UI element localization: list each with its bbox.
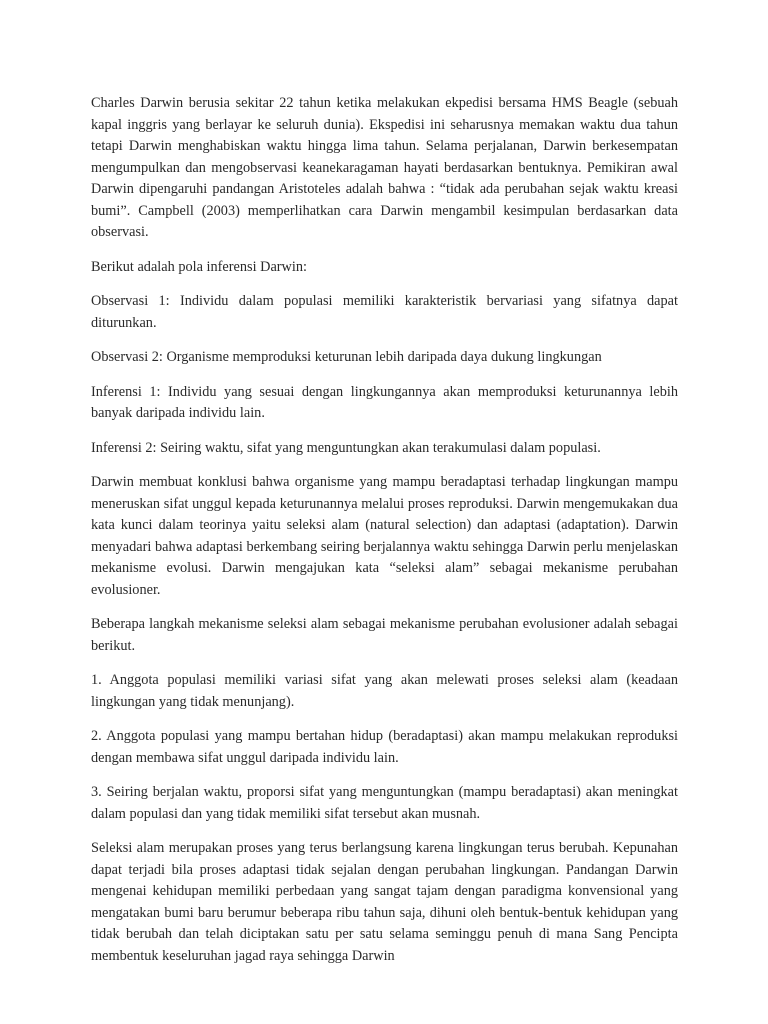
paragraph-inference-1: Inferensi 1: Individu yang sesuai dengan lingkungannya akan memproduksi keturunannya lebih banyak daripada individu lain.	[91, 383, 678, 421]
document-body	[91, 93, 678, 980]
list-item-step-2: 2. Anggota populasi yang mampu bertahan hidup (beradaptasi) akan mampu melakukan reproduksi dengan membawa sifat unggul daripada individu lain.	[91, 728, 678, 766]
paragraph-darwin-conclusion: Darwin membuat konklusi bahwa organisme yang mampu beradaptasi terhadap lingkungan mampu meneruskan sifat unggul kepada keturunannya melalui proses reproduksi. Darwin mengemukakan dua kata kunci dalam teorinya yaitu seleksi alam (natural selection) dan adaptasi (adaptation). Darwin menyadari bahwa adaptasi berkembang seiring berjalannya waktu sehingga Darwin perlu menjelaskan mekanisme evolusi. Darwin mengajukan kata “seleksi alam” sebagai mekanisme perubahan evolusioner.	[91, 474, 678, 598]
paragraph-inference-2: Inferensi 2: Seiring waktu, sifat yang menguntungkan akan terakumulasi dalam populasi.	[91, 439, 601, 456]
paragraph-natural-selection-ongoing: Seleksi alam merupakan proses yang terus berlangsung karena lingkungan terus berubah. Kepunahan dapat terjadi bila proses adaptasi tidak sejalan dengan perubahan lingkungan. Pandangan Darwin mengenai kehidupan memiliki perbedaan yang sangat tajam dengan paradigma konvensional yang mengatakan bumi baru berumur beberapa ribu tahun saja, dihuni oleh bentuk-bentuk kehidupan yang tidak berubah dan telah diciptakan satu per satu selama seminggu penuh di mana Sang Pencipta membentuk keseluruhan jagad raya sehingga Darwin	[91, 840, 678, 964]
list-item-step-1: 1. Anggota populasi memiliki variasi sifat yang akan melewati proses seleksi alam (keadaan lingkungan yang tidak menunjang).	[91, 672, 678, 710]
paragraph-observation-1: Observasi 1: Individu dalam populasi memiliki karakteristik bervariasi yang sifatnya dapat diturunkan.	[91, 293, 678, 331]
paragraph-darwin-expedition: Charles Darwin berusia sekitar 22 tahun ketika melakukan ekpedisi bersama HMS Beagle (sebuah kapal inggris yang berlayar ke seluruh dunia). Ekspedisi ini seharusnya memakan waktu dua tahun tetapi Darwin menghabiskan waktu hingga lima tahun. Selama perjalanan, Darwin berkesempatan mengumpulkan dan mengobservasi keanekaragaman hayati berdasarkan bentuknya. Pemikiran awal Darwin dipengaruhi pandangan Aristoteles adalah bahwa : “tidak ada perubahan sejak waktu kreasi bumi”. Campbell (2003) memperlihatkan cara Darwin mengambil kesimpulan berdasarkan data observasi.	[91, 95, 678, 240]
list-item-step-3: 3. Seiring berjalan waktu, proporsi sifat yang menguntungkan (mampu beradaptasi) akan meningkat dalam populasi dan yang tidak memiliki sifat tersebut akan musnah.	[91, 784, 678, 822]
paragraph-inference-intro: Berikut adalah pola inferensi Darwin:	[91, 258, 307, 275]
paragraph-observation-2: Observasi 2: Organisme memproduksi keturunan lebih daripada daya dukung lingkungan	[91, 349, 602, 365]
paragraph-selection-steps-intro: Beberapa langkah mekanisme seleksi alam sebagai mekanisme perubahan evolusioner adalah sebagai berikut.	[91, 616, 678, 654]
